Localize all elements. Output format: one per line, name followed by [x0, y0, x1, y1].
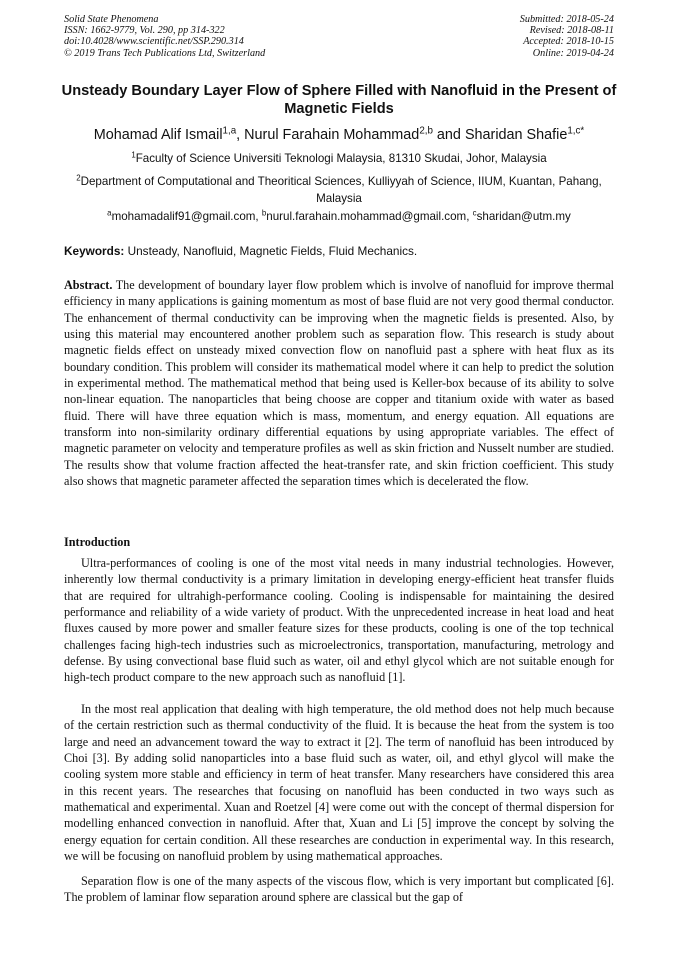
revised-date: Revised: 2018-08-11 — [529, 25, 614, 37]
submitted-date: Submitted: 2018-05-24 — [519, 14, 614, 25]
author-list — [40, 126, 638, 144]
author-separator: , — [236, 127, 245, 143]
accepted-date: Accepted: 2018-10-15 — [523, 36, 614, 48]
email-mark: a — [107, 208, 112, 218]
keywords-label: Keywords: — [64, 244, 125, 258]
affiliation-mark: 1 — [131, 150, 136, 160]
paragraph: Separation flow is one of the many aspects of the viscous flow, which is very important but complicated [6]. The problem of laminar flow separation around sphere are classical but the gap of — [64, 874, 614, 905]
email-mark: c — [472, 208, 477, 218]
author-name: Nurul Farahain Mohammad — [244, 127, 420, 143]
copyright-line: © 2019 Trans Tech Publications Ltd, Switzerland — [64, 47, 266, 59]
email-list — [40, 209, 638, 224]
abstract-label: Abstract. — [64, 278, 113, 292]
affiliation — [60, 151, 618, 168]
author-affiliation-mark: 1,a — [222, 125, 237, 137]
keywords — [64, 244, 614, 259]
paragraph: Ultra-performances of cooling is one of the most vital needs in many industrial technologies. However, inherently low thermal conductivity is a primary limitation in developing energy-efficient heat transfer fluids that are required for ultrahigh-performance cooling. Cooling is indispensable for maintaining the desired performance and reliability of a wide variety of product. With the unprecedented increase in heat load and heat fluxes caused by more power and smaller feature sizes for these products, cooling is one of the top technical challenges facing high-tech industries such as microelectronics, transportation, manufacturing, metrology and defense. By using convectional base fluid such as water, oil and ethyl glycol which are not suitable enough for high-tech product compare to the new approach such as nanofluid [1]. — [64, 556, 614, 685]
issn-line: ISSN: 1662-9779, Vol. 290, pp 314-322 — [64, 25, 225, 37]
section-heading: Introduction — [64, 535, 131, 549]
online-date: Online: 2019-04-24 — [532, 47, 614, 59]
email-address: nurul.farahain.mohammad@gmail.com, — [266, 210, 473, 223]
abstract — [64, 277, 614, 489]
affiliation-mark: 2 — [76, 173, 81, 183]
paragraph: In the most real application that dealing with high temperature, the old method does not help much because of the certain restriction such as thermal conductivity of the fluid. It is because the heat from the system is too large and need an advancement toward the way to extract it [2]. The term of nanofluid has been introduced by Choi [3]. By adding solid nanoparticles into a base fluid such as water, oil, and ethyl glycol will make the cooling system more stable and efficiency in term of heat transfer. Many researchers have considered this area in this recent years. The researches that focusing on nanofluid has been conducted in two ways such as mathematical and experimental. Xuan and Roetzel [4] were come out with the concept of thermal dispersion for modelling enhanced convection in nanofluid. After that, Xuan and Li [5] improve the concept by solving the energy equation for certain condition. All these researches are conduction in experimental way. In this research, we will be focusing on nanofluid problem by using mathematical approaches. — [64, 702, 614, 864]
journal-name: Solid State Phenomena — [64, 14, 159, 25]
author-affiliation-mark: 1,c* — [567, 125, 585, 137]
abstract-text: The development of boundary layer flow problem which is involve of nanofluid for improve thermal efficiency in many applications is gaining momentum as most of base fluid are not very good thermal conductor. The enhancement of thermal conductivity can be improving when the magnetic fields is presented. Also, by using this material may encountered another problem such as separation flow. This research is study about magnetic fields effect on unsteady mixed convection flow on nanofluid past a sphere with heat flux as its boundary condition. This problem will consider its mathematical model where it can help to predict the solution in experimental method. The mathematical method that being used is Keller-box because of its ability to solve non-linear equation. The nanoparticles that being choose are copper and titanium oxide with water as based fluid. There will have three equation which is mass, momentum, and energy equation. All equations are transform into non-similarity ordinary differential equations by using appropriate variables. The effect of magnetic parameter on velocity and temperature profiles as well as skin friction and Nusselt number are studied. The results show that volume fraction affected the heat-transfer rate, and skin friction coefficient. This study also shows that magnetic parameter affected the separation times which is decelerated the flow. — [64, 278, 614, 489]
author-affiliation-mark: 2,b — [419, 125, 433, 137]
publication-dates — [520, 14, 614, 59]
affiliation — [60, 174, 618, 207]
email-address: mohamadalif91@gmail.com, — [111, 210, 262, 223]
keywords-text: Unsteady, Nanofluid, Magnetic Fields, Fluid Mechanics. — [124, 244, 418, 258]
author-name: Sharidan Shafie — [464, 127, 568, 143]
affiliation-text: Department of Computational and Theoritical Sciences, Kulliyyah of Science, IIUM, Kuantan, Pahang, Malaysia — [80, 175, 602, 205]
email-mark: b — [261, 208, 267, 218]
author-separator: and — [432, 127, 465, 143]
paper-title: Unsteady Boundary Layer Flow of Sphere Filled with Nanofluid in the Present of Magnetic Fields — [61, 83, 617, 117]
email-address: sharidan@utm.my — [476, 210, 571, 223]
journal-info — [64, 14, 265, 59]
author-name: Mohamad Alif Ismail — [93, 127, 223, 143]
doi-line: doi:10.4028/www.scientific.net/SSP.290.314 — [64, 36, 244, 48]
affiliation-text: Faculty of Science Universiti Teknologi Malaysia, 81310 Skudai, Johor, Malaysia — [135, 152, 547, 165]
